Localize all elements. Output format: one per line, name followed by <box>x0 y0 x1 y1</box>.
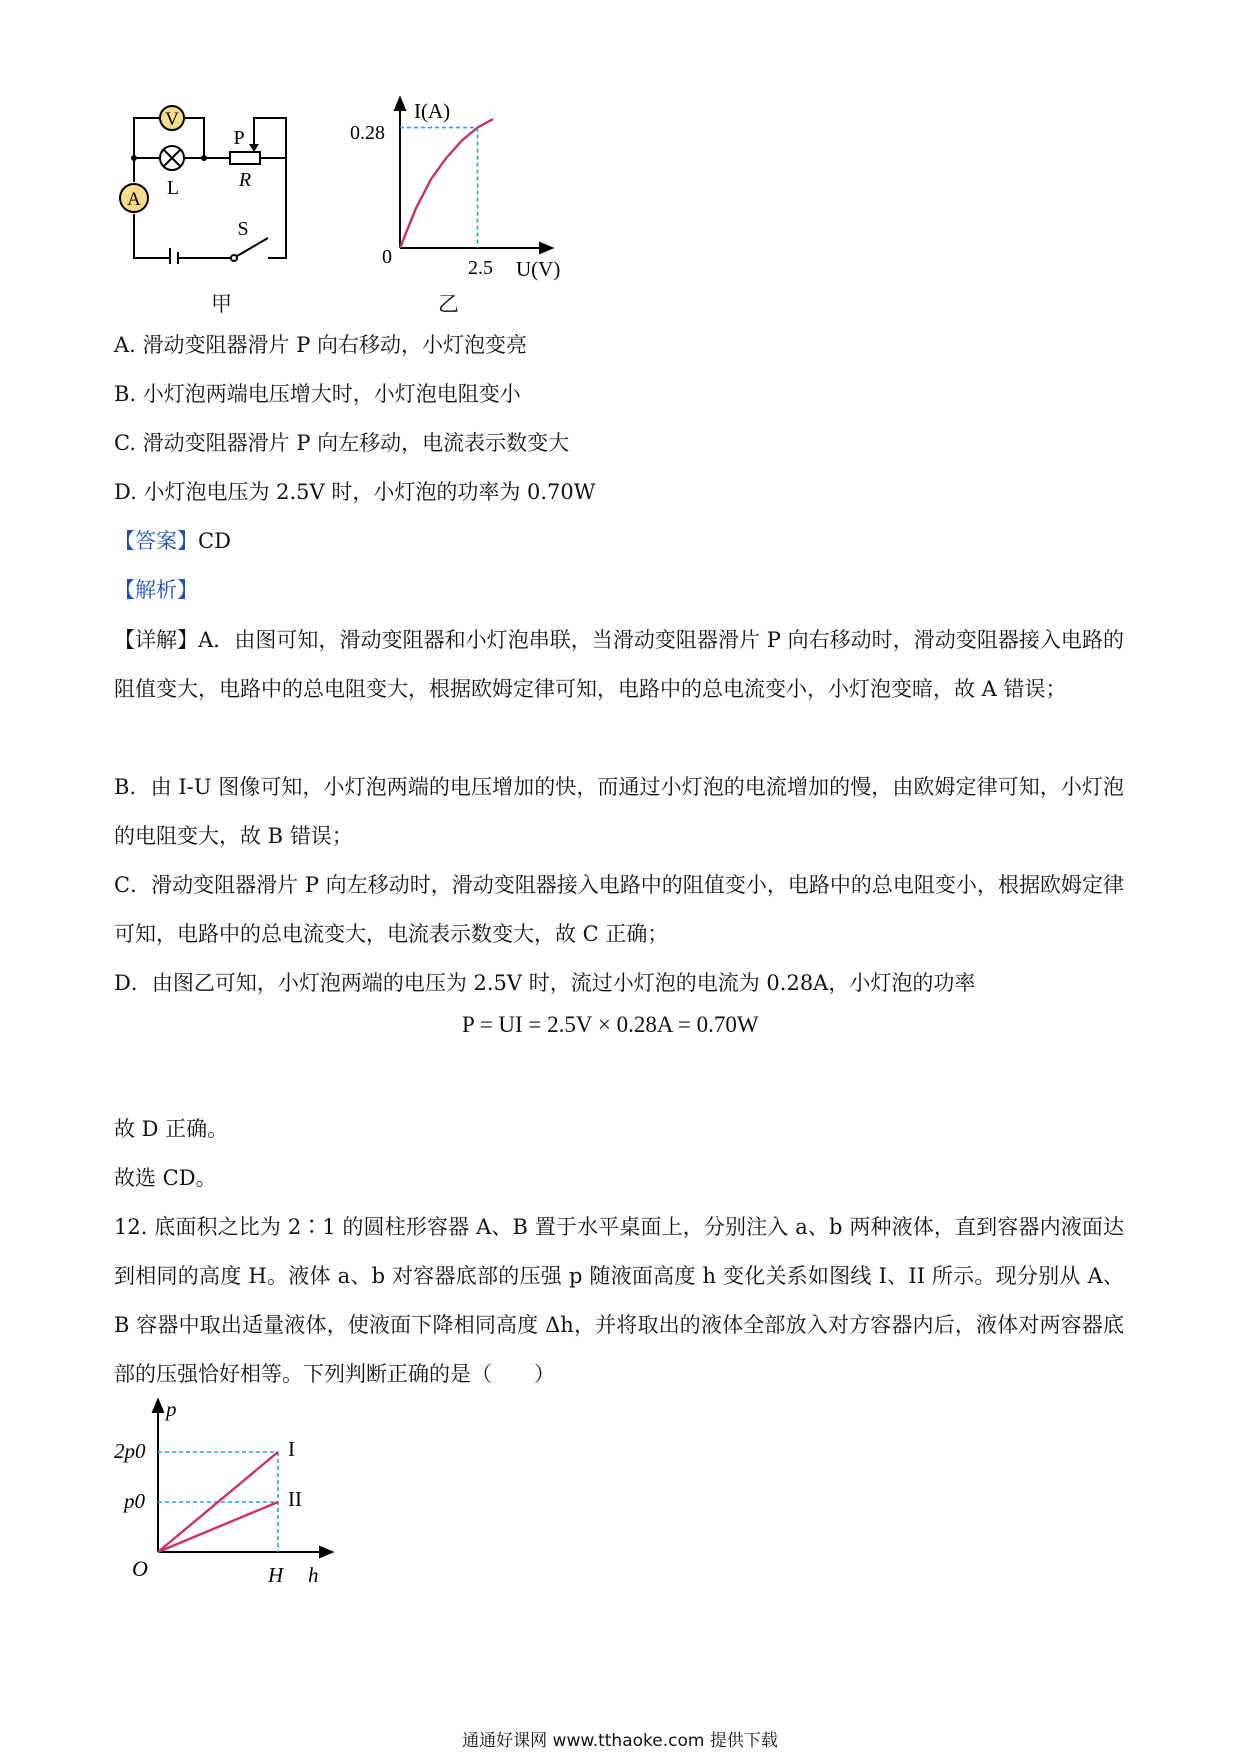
lamp-label: L <box>166 177 180 199</box>
analysis-tag: 【解析】 <box>114 578 198 602</box>
figure-yi-caption: 乙 <box>438 292 459 316</box>
tick-p0: p0 <box>124 1489 145 1513</box>
iu-curve <box>400 119 493 248</box>
resistor-label: R <box>238 169 252 191</box>
h-axis-label: h <box>308 1563 319 1587</box>
voltmeter-label: V <box>165 109 179 130</box>
tick-h: H <box>268 1563 284 1587</box>
figure-jia-caption: 甲 <box>211 292 232 316</box>
iu-x-axis-label: U(V) <box>516 257 561 281</box>
tick-2p0: 2p0 <box>114 1439 146 1463</box>
slider-label: P <box>233 127 245 149</box>
circuit-diagram <box>112 104 332 264</box>
detail-paragraph-d: D．由图乙可知，小灯泡两端的电压为 2.5V 时，流过小灯泡的电流为 0.28A，小灯泡的功率 <box>114 971 976 995</box>
pressure-height-chart <box>108 1396 348 1592</box>
iu-x-tick: 2.5 <box>468 257 493 279</box>
option-c: C. 滑动变阻器滑片 P 向左移动，电流表示数变大 <box>114 431 570 455</box>
answer-value: CD <box>198 529 231 553</box>
ammeter-label: A <box>127 189 141 210</box>
conclusion-choice: 故选 CD。 <box>114 1166 217 1190</box>
power-formula: P = UI = 2.5V × 0.28A = 0.70W <box>462 1012 759 1037</box>
iu-y-tick: 0.28 <box>350 122 385 144</box>
option-a: A. 滑动变阻器滑片 P 向右移动，小灯泡变亮 <box>114 333 527 357</box>
origin-label: O <box>132 1556 148 1581</box>
answer-tag: 【答案】 <box>114 529 198 553</box>
answer-line <box>114 526 231 556</box>
line-i-label: I <box>288 1437 295 1461</box>
detail-paragraph-c: C．滑动变阻器滑片 P 向左移动时，滑动变阻器接入电路中的阻值变小，电路中的总电阻变小，根据欧姆定律可知，电路中的总电流变大，电流表示数变大，故 C 正确； <box>114 873 1124 946</box>
switch-label: S <box>237 218 249 240</box>
iu-chart <box>340 96 580 292</box>
option-d: D. 小灯泡电压为 2.5V 时，小灯泡的功率为 0.70W <box>114 480 596 504</box>
option-b: B. 小灯泡两端电压增大时，小灯泡电阻变小 <box>114 382 521 406</box>
detail-paragraph-a: 【详解】A．由图可知，滑动变阻器和小灯泡串联，当滑动变阻器滑片 P 向右移动时，滑动变阻器接入电路的阻值变大，电路中的总电阻变大，根据欧姆定律可知，电路中的总电流变小，小灯泡变暗，故 A 错误； <box>114 628 1124 701</box>
conclusion-d: 故 D 正确。 <box>114 1117 229 1141</box>
question-12: 12. 底面积之比为 2∶1 的圆柱形容器 A、B 置于水平桌面上，分别注入 a、b 两种液体，直到容器内液面达到相同的高度 H。液体 a、b 对容器底部的压强 p 随液面高度 h 变化关系如图线 I、II 所示。现分别从 A、B 容器中取出适量液体，使液面下降相同高度 Δh，并将取出的液体全部放入对方容器内后，液体对两容器底部的压强恰好相等。下列判断正确的是（ ） <box>114 1215 1124 1386</box>
iu-origin-label: 0 <box>382 246 392 268</box>
line-ii-label: II <box>288 1487 302 1511</box>
iu-y-axis-label: I(A) <box>414 99 451 123</box>
footer-watermark: 通通好课网 www.tthaoke.com 提供下载 <box>462 1731 778 1751</box>
p-axis-label: p <box>166 1397 177 1421</box>
detail-paragraph-b: B．由 I-U 图像可知，小灯泡两端的电压增加的快，而通过小灯泡的电流增加的慢，由欧姆定律可知，小灯泡的电阻变大，故 B 错误； <box>114 775 1124 848</box>
line-ii <box>158 1502 278 1552</box>
